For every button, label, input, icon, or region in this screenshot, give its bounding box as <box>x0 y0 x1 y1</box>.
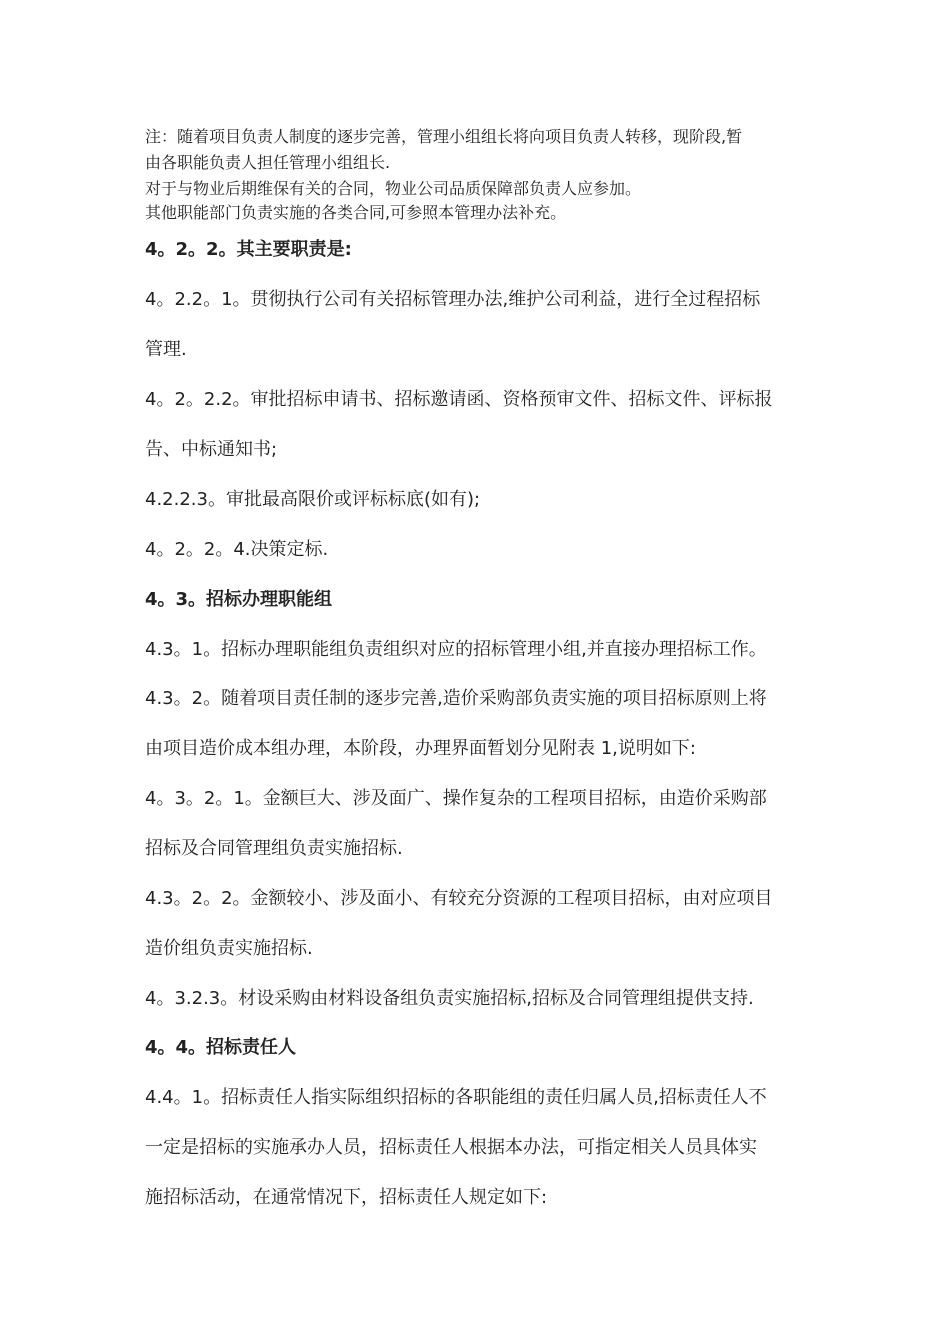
paragraph-line: 4。3。2。1。金额巨大、涉及面广、操作复杂的工程项目招标，由造价采购部 <box>145 788 767 809</box>
note-line: 由各职能负责人担任管理小组组长. <box>145 153 391 172</box>
note-line: 注：随着项目负责人制度的逐步完善，管理小组组长将向项目负责人转移，现阶段,暂 <box>145 127 743 146</box>
paragraph-line: 4.3。2。2。金额较小、涉及面小、有较充分资源的工程项目招标，由对应项目 <box>145 888 773 909</box>
paragraph-line: 招标及合同管理组负责实施招标. <box>145 838 403 859</box>
section-heading: 4。2。2。其主要职责是: <box>145 239 352 260</box>
note-line: 其他职能部门负责实施的各类合同,可参照本管理办法补充。 <box>145 203 567 222</box>
paragraph-line: 施招标活动，在通常情况下，招标责任人规定如下: <box>145 1187 548 1208</box>
paragraph-line: 一定是招标的实施承办人员，招标责任人根据本办法，可指定相关人员具体实 <box>145 1137 757 1158</box>
paragraph-line: 4.2.2.3。审批最高限价或评标标底(如有); <box>145 489 481 510</box>
paragraph-line: 造价组负责实施招标. <box>145 938 313 959</box>
paragraph-line: 4.3。1。招标办理职能组负责组织对应的招标管理小组,并直接办理招标工作。 <box>145 639 767 660</box>
paragraph-line: 告、中标通知书; <box>145 439 278 460</box>
paragraph-line: 4。2。2。4.决策定标. <box>145 539 329 560</box>
paragraph-line: 4.3。2。随着项目责任制的逐步完善,造价采购部负责实施的项目招标原则上将 <box>145 688 767 709</box>
paragraph-line: 由项目造价成本组办理，本阶段，办理界面暂划分见附表 1,说明如下: <box>145 738 696 759</box>
paragraph-line: 4。2.2。1。贯彻执行公司有关招标管理办法,维护公司利益，进行全过程招标 <box>145 289 761 310</box>
paragraph-line: 4.4。1。招标责任人指实际组织招标的各职能组的责任归属人员,招标责任人不 <box>145 1087 767 1108</box>
section-heading: 4。4。招标责任人 <box>145 1037 297 1058</box>
paragraph-line: 4。3.2.3。材设采购由材料设备组负责实施招标,招标及合同管理组提供支持. <box>145 988 754 1009</box>
paragraph-line: 4。2。2.2。审批招标申请书、招标邀请函、资格预审文件、招标文件、评标报 <box>145 389 773 410</box>
note-line: 对于与物业后期维保有关的合同，物业公司品质保障部负责人应参加。 <box>145 179 642 198</box>
section-heading: 4。3。招标办理职能组 <box>145 589 333 610</box>
paragraph-line: 管理. <box>145 339 187 360</box>
